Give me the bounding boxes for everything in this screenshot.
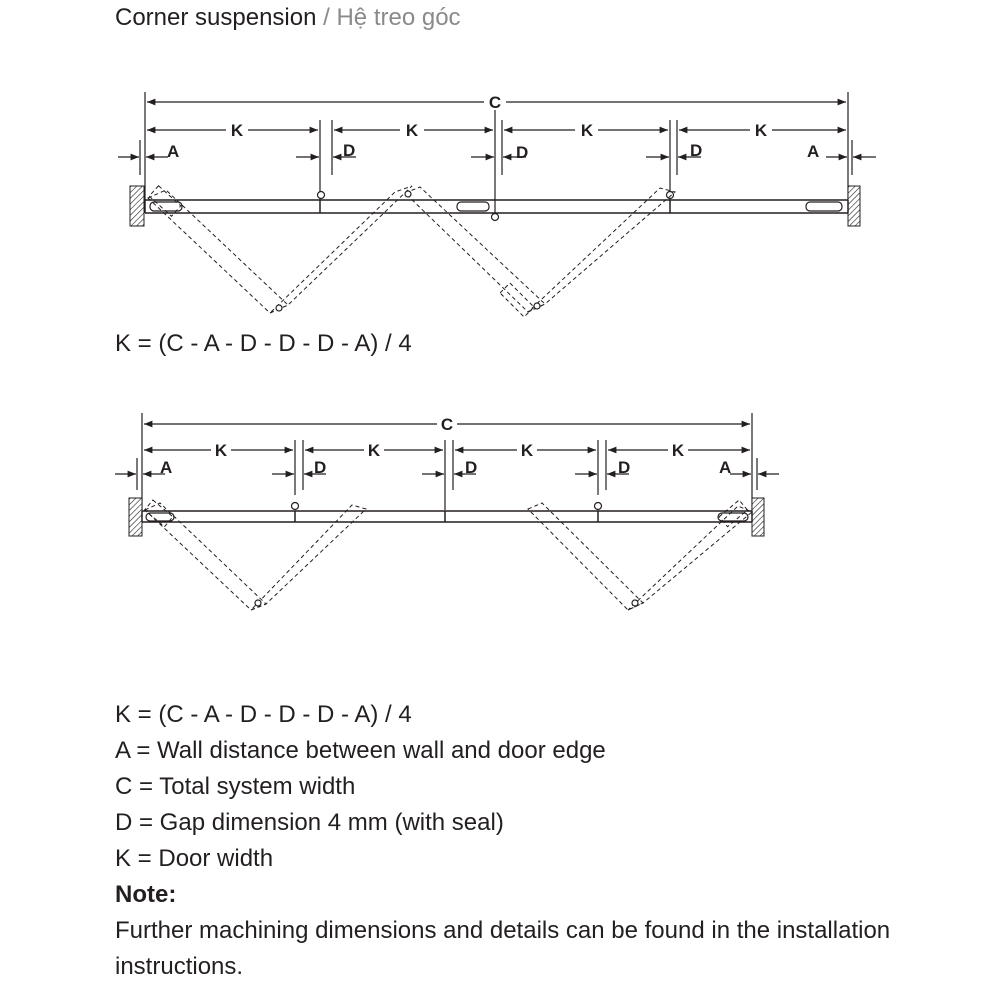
legend	[115, 697, 975, 985]
folded-doors	[148, 186, 675, 317]
door-track	[145, 200, 848, 213]
dim-label-d-2: D	[516, 143, 529, 162]
legend-d: D = Gap dimension 4 mm (with seal)	[115, 809, 504, 836]
dim-label-d-3: D	[618, 458, 631, 477]
note-title: Note:	[115, 881, 177, 908]
title-en: Corner suspension	[115, 4, 317, 31]
dim-label-d-3: D	[690, 141, 703, 160]
corner-suspension-diagram-2	[0, 400, 1000, 630]
page-title	[115, 4, 461, 32]
handle	[718, 513, 748, 521]
handle	[457, 202, 489, 211]
folded-doors	[145, 500, 752, 610]
legend-a: A = Wall distance between wall and door edge	[115, 737, 606, 764]
handle	[806, 202, 842, 211]
dim-label-a-left: A	[160, 458, 173, 477]
dim-label-a-left: A	[167, 142, 180, 161]
wall-right	[848, 186, 860, 226]
legend-c: C = Total system width	[115, 773, 356, 800]
hinge	[276, 305, 282, 311]
legend-k: K = Door width	[115, 845, 274, 872]
dim-label-k-2: K	[367, 441, 381, 460]
pivot	[667, 192, 674, 199]
dim-label-k-1: K	[230, 121, 244, 140]
hinge	[255, 600, 261, 606]
dim-label-k-3: K	[520, 441, 534, 460]
dim-label-a-right: A	[719, 458, 732, 477]
formula-k: K = (C - A - D - D - D - A) / 4	[115, 330, 412, 357]
note-text: Further machining dimensions and details can be found in the installation instructions.	[115, 917, 891, 980]
title-vi: Hệ treo góc	[336, 4, 461, 31]
dim-label-k-4: K	[754, 121, 768, 140]
dim-label-d-1: D	[343, 141, 356, 160]
wall-left	[130, 186, 144, 226]
dim-label-k-1: K	[214, 441, 228, 460]
pivot	[595, 503, 602, 510]
pivot	[292, 503, 299, 510]
door-track	[142, 511, 752, 522]
dim-label-c: C	[488, 93, 502, 112]
corner-suspension-diagram-1	[0, 80, 1000, 320]
dim-label-c: C	[440, 415, 454, 434]
hinge	[632, 600, 638, 606]
pivot	[492, 214, 499, 221]
dim-label-d-1: D	[314, 458, 327, 477]
dim-label-k-2: K	[405, 121, 419, 140]
pivot	[318, 192, 325, 199]
dim-label-d-2: D	[465, 458, 478, 477]
legend-formula: K = (C - A - D - D - D - A) / 4	[115, 701, 412, 728]
hinge	[534, 303, 540, 309]
dim-label-k-4: K	[671, 441, 685, 460]
wall-left	[129, 498, 142, 536]
title-separator: /	[316, 4, 337, 31]
dim-label-k-3: K	[580, 121, 594, 140]
dim-label-a-right: A	[807, 142, 820, 161]
hinge	[405, 191, 411, 197]
wall-right	[752, 498, 764, 536]
